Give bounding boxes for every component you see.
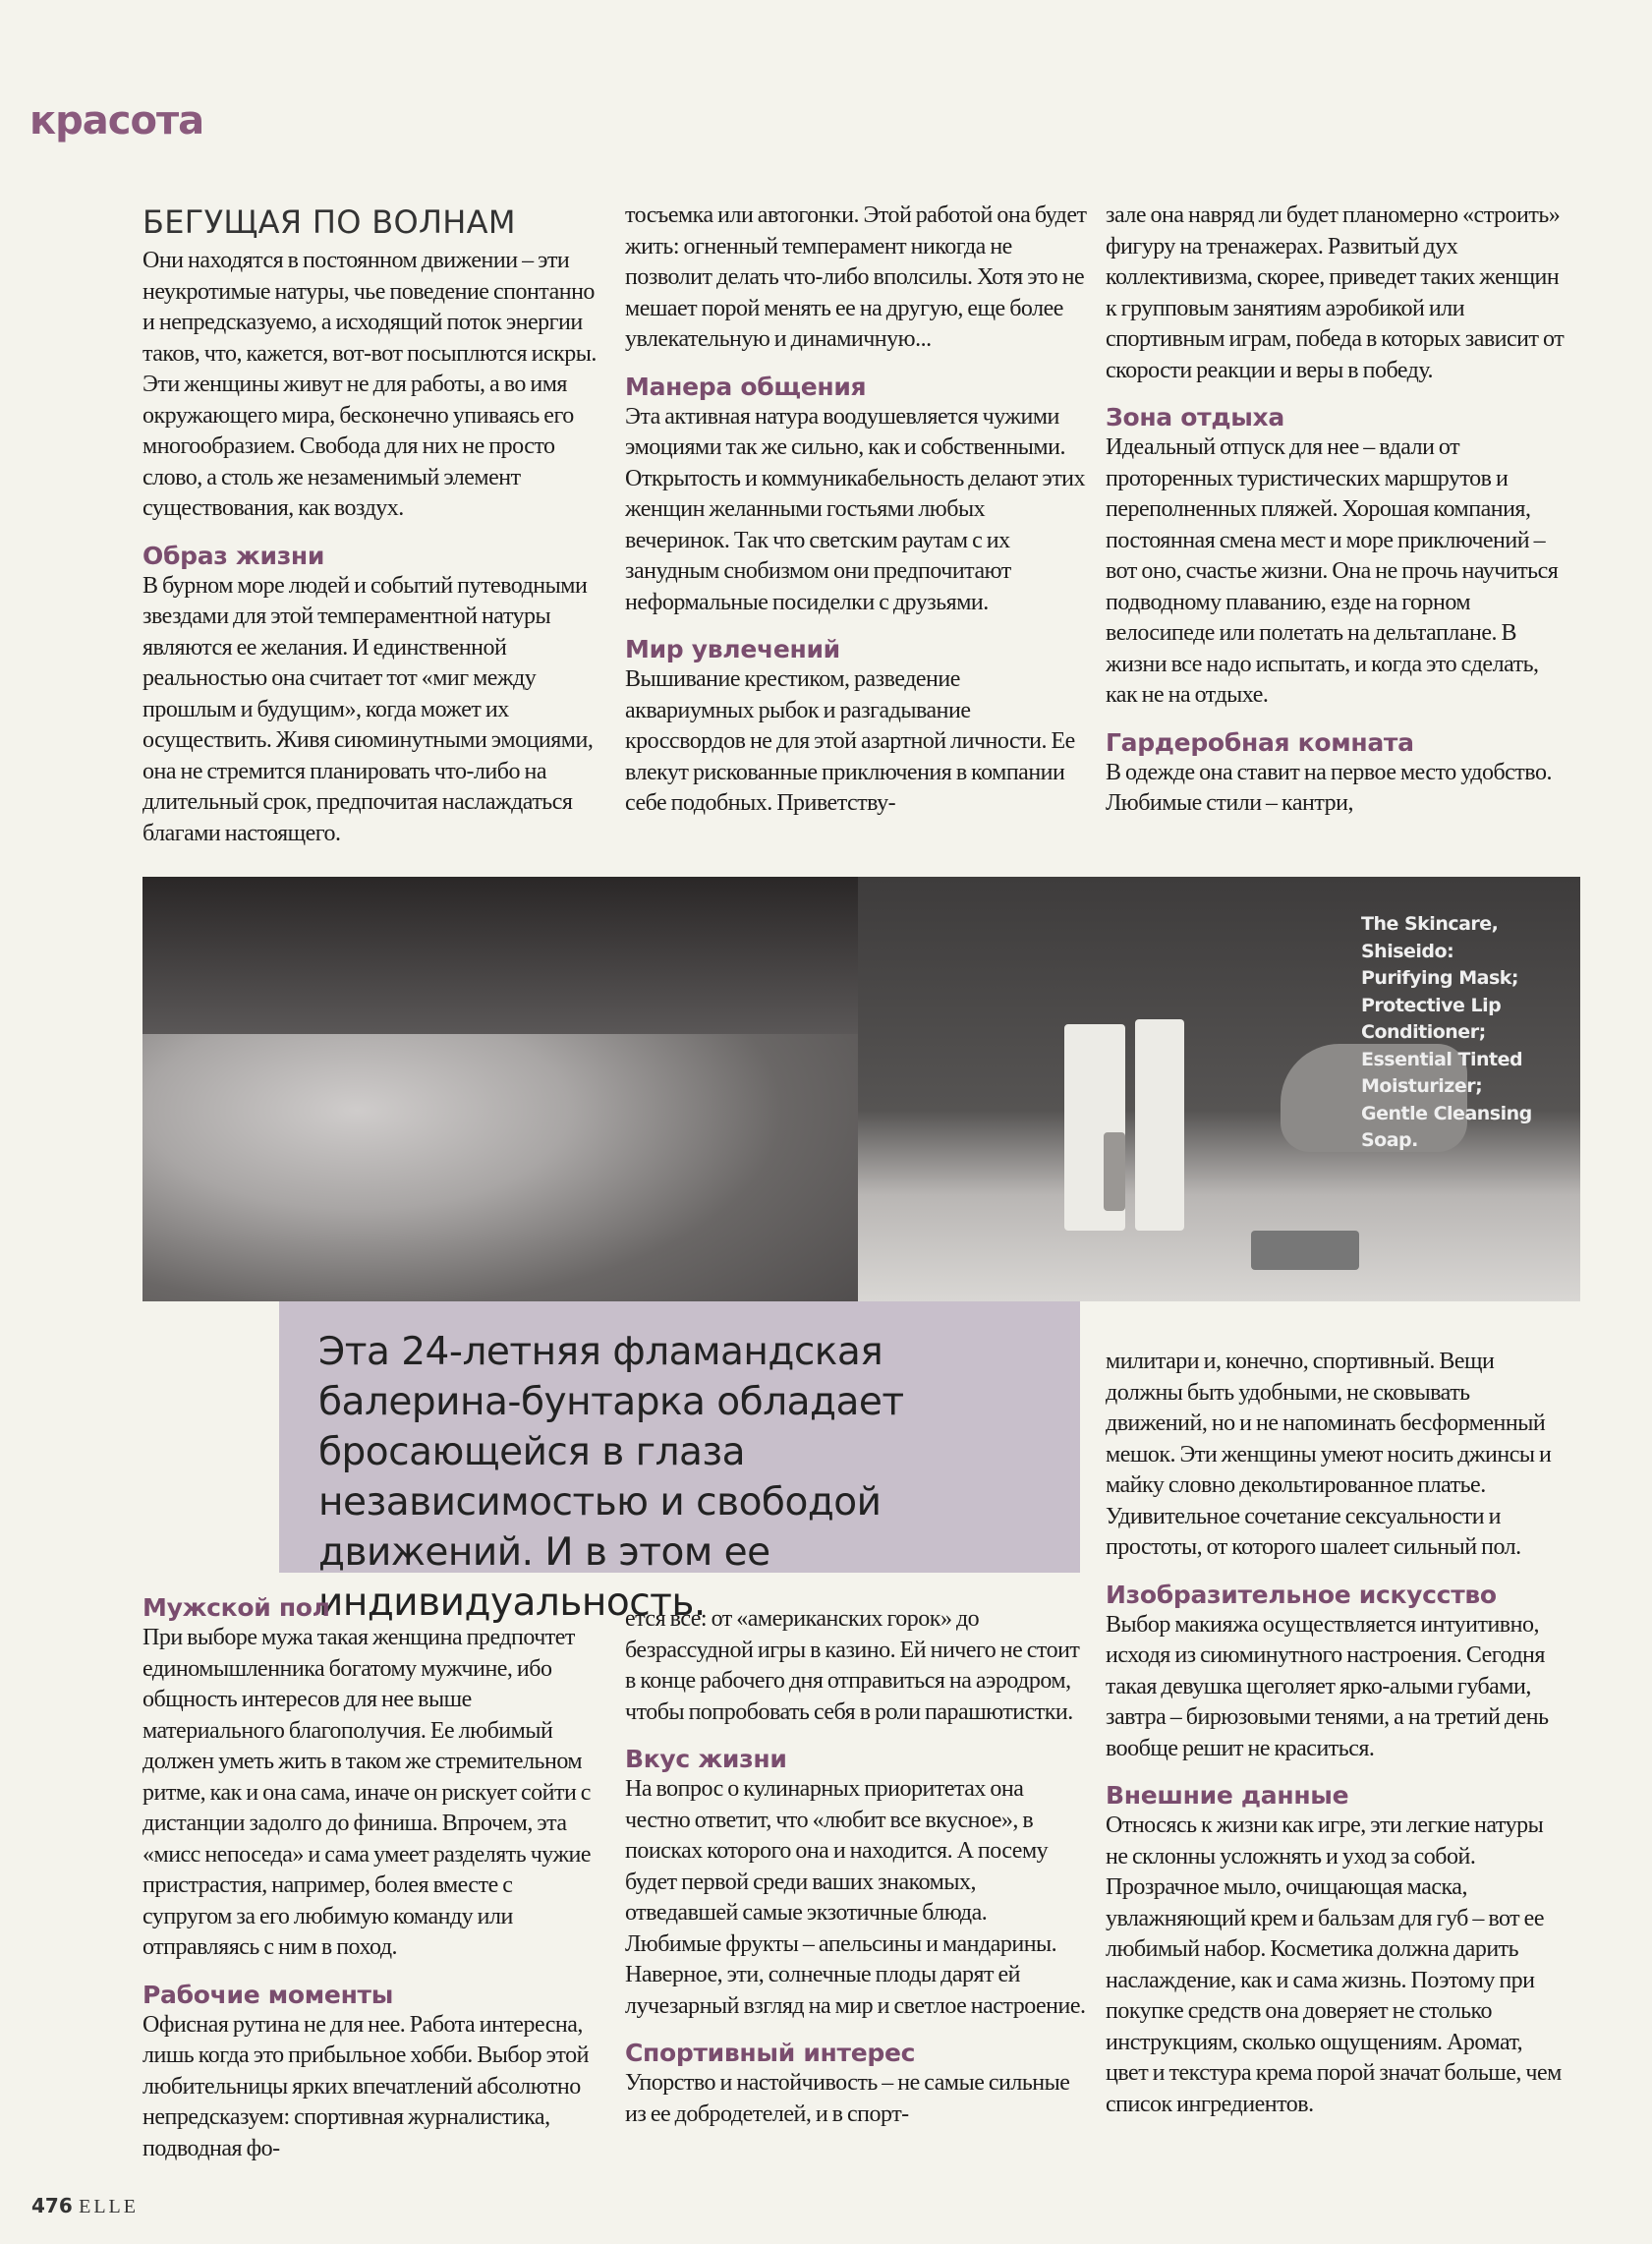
magazine-name: ELLE bbox=[79, 2196, 139, 2217]
heading-hobbies: Мир увлечений bbox=[625, 635, 840, 663]
text-looks: Относясь к жизни как игре, эти легкие натуры не склонны усложнять и уход за собой. Прозрачное мыло, очищающая маска, увлажняющий крем и бальзам для губ – вот ее любимый набор. Косметика должна дарить наслаждение, как и сама жизнь. Поэтому при покупке средств она доверяет не столько инструкциям, сколько ощущениям. Аромат, цвет и текстура крема порой значат больше, чем список ингредиентов. bbox=[1106, 1812, 1562, 2117]
photo-caption bbox=[1361, 911, 1532, 1155]
caption-line: Essential Tinted bbox=[1361, 1048, 1523, 1070]
caption-line: The Skincare, bbox=[1361, 913, 1499, 935]
heading-work: Рабочие моменты bbox=[142, 1980, 394, 2009]
text-lifestyle: В бурном море людей и событий путеводными звездами для этой темпераментной натуры являются ее желания. И единственной реальностью она считает тот «миг между прошлым и будущим», когда может их осуществить. Живя сиюминутными эмоциями, она не стремится планировать что-либо на длительный срок, предпочитая наслаждаться благами настоящего. bbox=[142, 572, 594, 846]
heading-taste: Вкус жизни bbox=[625, 1745, 787, 1773]
heading-looks: Внешние данные bbox=[1106, 1781, 1349, 1810]
caption-line: Protective Lip bbox=[1361, 994, 1502, 1016]
column-2-bottom bbox=[625, 1604, 1087, 2130]
caption-line: Shiseido: bbox=[1361, 940, 1454, 962]
heading-lifestyle: Образ жизни bbox=[142, 541, 325, 570]
heading-sport: Спортивный интерес bbox=[625, 2039, 916, 2067]
text-hobbies-cont: ется все: от «американских горок» до безрассудной игры в казино. Ей ничего не стоит в конце рабочего дня отправиться на аэродром, чтобы попробовать себя в роли парашютистки. bbox=[625, 1606, 1080, 1725]
article-title: БЕГУЩАЯ ПО ВОЛНАМ bbox=[142, 203, 516, 241]
caption-line: Soap. bbox=[1361, 1129, 1418, 1151]
caption-line: Purifying Mask; bbox=[1361, 967, 1519, 989]
column-2-top bbox=[625, 201, 1087, 861]
page-footer bbox=[31, 2194, 139, 2218]
heading-art: Изобразительное искусство bbox=[1106, 1580, 1497, 1609]
text-rest: Идеальный отпуск для нее – вдали от проторенных туристических маршрутов и переполненных пляжей. Хорошая компания, постоянная смена мест и море приключений – вот оно, счастье жизни. Она не прочь научиться подводному плаванию, езде на горном велосипеде или полетать на дельтаплане. В жизни все надо испытать, и когда это сделать, как не на отдыхе. bbox=[1106, 434, 1559, 708]
text-work: Офисная рутина не для нее. Работа интересна, лишь когда это прибыльное хобби. Выбор этой любительницы ярких впечатлений абсолютно непредсказуем: спортивная журналистика, подводная фо- bbox=[142, 2011, 589, 2161]
caption-line: Gentle Cleansing bbox=[1361, 1102, 1532, 1124]
page-number: 476 bbox=[31, 2194, 73, 2217]
text-wardrobe: В одежде она ставит на первое место удобство. Любимые стили – кантри, bbox=[1106, 759, 1552, 816]
text-taste: На вопрос о кулинарных приоритетах она честно ответит, что «любит все вкусное», в поисках которого она и находится. А посему будет первой среди ваших знакомых, отведавшей самые экзотичные блюда. Любимые фрукты – апельсины и мандарины. Наверное, эти, солнечные плоды дарят ей лучезарный взгляд на мир и светлое настроение. bbox=[625, 1776, 1086, 2019]
heading-wardrobe: Гардеробная комната bbox=[1106, 727, 1414, 757]
intro-text: Они находятся в постоянном движении – эти неукротимые натуры, чье поведение спонтанно и непредсказуемо, а исходящий поток энергии таков, что, кажется, вот-вот посыплются искры. Эти женщины живут не для работы, а во имя окружающего мира, бесконечно упиваясь его многообразием. Свобода для них не просто слово, а столь же незаменимый элемент существования, как воздух. bbox=[142, 248, 597, 521]
column-3-middle bbox=[1106, 1347, 1567, 2120]
caption-line: Moisturizer; bbox=[1361, 1075, 1483, 1097]
pull-quote-box bbox=[279, 1301, 1080, 1625]
pull-quote: Эта 24-летняя фламандская балерина-бунтарка обладает бросающейся в глаза независимостью и свободой движений. И в этом ее индивидуальность. bbox=[318, 1330, 904, 1625]
text-hobbies: Вышивание крестиком, разведение аквариумных рыбок и разгадывание кроссвордов не для этой азартной личности. Ее влекут рискованные приключения в компании себе подобных. Приветству- bbox=[625, 666, 1075, 816]
section-label: красота bbox=[29, 98, 204, 144]
heading-men: Мужской пол bbox=[142, 1593, 330, 1622]
column-1-top bbox=[142, 202, 604, 863]
column-1-bottom bbox=[142, 1592, 604, 2164]
text-art: Выбор макияжа осуществляется интуитивно, исходя из сиюминутного настроения. Сегодня такая девушка щеголяет ярко-алыми губами, завтра – бирюзовыми тенями, а на третий день вообще решит не краситься. bbox=[1106, 1611, 1549, 1761]
portrait-photo bbox=[142, 877, 858, 1301]
text-wardrobe-cont: милитари и, конечно, спортивный. Вещи должны быть удобными, не сковывать движений, но и не напоминать бесформенный мешок. Эти женщины умеют носить джинсы и майку словно декольтированное платье. Удивительное сочетание сексуальности и простоты, от которого шалеет сильный пол. bbox=[1106, 1349, 1552, 1560]
text-men: При выборе мужа такая женщина предпочтет единомышленника богатому мужчине, ибо общность интересов для нее выше материального благополучия. Ее любимый должен уметь жить в таком же стремительном ритме, как и она сама, иначе он рискует сойти с дистанции задолго до финиша. Впрочем, эта «мисс непоседа» и сама умеет разделять чужие пристрастия, например, болея вместе с супругом за его любимую команду или отправляясь с ним в поход. bbox=[142, 1625, 592, 1960]
text-sport: Упорство и настойчивость – не самые сильные из ее добродетелей, и в спорт- bbox=[625, 2070, 1070, 2127]
text-col3-cont: зале она навряд ли будет планомерно «строить» фигуру на тренажерах. Развитый дух коллективизма, скорее, приведет таких женщин к групповым занятиям аэробикой или спортивным играм, победа в которых зависит от скорости реакции и веры в победу. bbox=[1106, 202, 1565, 383]
text-col2-cont: тосъемка или автогонки. Этой работой она будет жить: огненный темперамент никогда не позволит делать что-либо вполсилы. Хотя это не мешает порой менять ее на другую, еще более увлекательную и динамичную... bbox=[625, 202, 1087, 352]
heading-communication: Манера общения bbox=[625, 372, 867, 401]
caption-line: Conditioner; bbox=[1361, 1021, 1486, 1043]
column-3-top bbox=[1106, 201, 1567, 861]
heading-rest: Зона отдыха bbox=[1106, 403, 1284, 432]
product-soap bbox=[1251, 1231, 1359, 1270]
product-lipstick bbox=[1104, 1132, 1125, 1211]
product-tube bbox=[1135, 1019, 1184, 1231]
text-communication: Эта активная натура воодушевляется чужими эмоциями так же сильно, как и собственными. Открытость и коммуникабельность делают этих женщин желанными гостьями любых вечеринок. Так что светским раутам с их занудным снобизмом они предпочитают неформальные посиделки с друзьями. bbox=[625, 403, 1086, 615]
